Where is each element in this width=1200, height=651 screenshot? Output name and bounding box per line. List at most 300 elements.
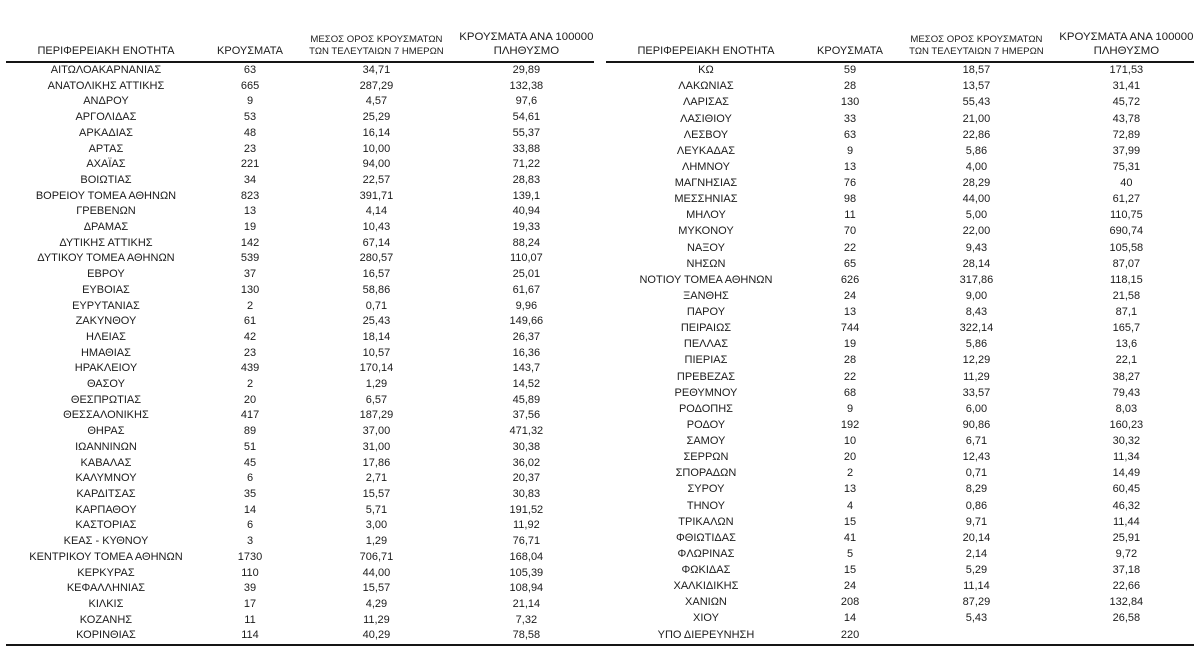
cases-cell: 42 (243, 330, 257, 343)
per100k-cell: 87,1 (1115, 306, 1138, 319)
cases-cell: 9 (846, 402, 854, 415)
table-row (606, 128, 1194, 144)
region-name-cell: ΑΙΤΩΛΟΑΚΑΡΝΑΝΙΑΣ (50, 64, 162, 76)
per100k-cell: 55,37 (512, 126, 541, 139)
avg7-cell: 22,00 (962, 225, 991, 238)
per100k-cell: 25,91 (1112, 531, 1141, 544)
region-name-cell: ΑΝΔΡΟΥ (83, 95, 129, 108)
region-name-cell: ΚΩ (698, 64, 714, 77)
avg7-cell: 4,57 (365, 95, 388, 108)
cases-cell: 417 (240, 409, 260, 422)
cases-cell: 53 (243, 111, 257, 124)
region-name-cell: ΒΟΙΩΤΙΑΣ (80, 173, 132, 186)
region-name-cell: ΣΕΡΡΩΝ (683, 451, 729, 464)
per100k-cell: 71,22 (512, 158, 541, 171)
col-header-per100k (459, 0, 594, 62)
avg7-cell: 3,00 (365, 519, 388, 532)
region-name-cell: ΑΝΑΤΟΛΙΚΗΣ ΑΤΤΙΚΗΣ (47, 79, 165, 92)
table-row (6, 597, 594, 613)
cases-cell: 9 (246, 95, 254, 108)
per100k-cell: 30,32 (1112, 435, 1141, 448)
avg7-cell: 0,86 (965, 499, 988, 512)
avg7-cell: 280,57 (359, 252, 394, 265)
per100k-cell: 13,6 (1115, 338, 1138, 351)
table-row (606, 321, 1194, 337)
avg7-cell: 5,71 (365, 503, 388, 516)
avg7-cell: 58,86 (362, 283, 391, 296)
table-row (6, 267, 594, 283)
cases-cell: 665 (240, 79, 260, 92)
table-row (6, 299, 594, 315)
per100k-cell: 110,75 (1109, 209, 1143, 222)
avg7-cell: 22,57 (362, 173, 391, 186)
per100k-cell: 37,56 (512, 409, 541, 422)
table-row (606, 240, 1194, 256)
avg7-cell: 12,29 (962, 354, 991, 367)
cases-cell: 2 (846, 467, 854, 480)
table-row (606, 160, 1194, 176)
region-name-cell: ΜΥΚΟΝΟΥ (678, 225, 734, 238)
region-name-cell: ΡΟΔΟΠΗΣ (678, 402, 733, 415)
per100k-cell: 11,92 (513, 519, 540, 532)
cases-cell: 89 (243, 425, 257, 438)
cases-cell: 33 (843, 112, 857, 125)
col-header-region: ΠΕΡΙΦΕΡΕΙΑΚΗ ΕΝΟΤΗΤΑ (6, 0, 206, 62)
table-row (6, 251, 594, 267)
region-name-cell: ΕΥΒΟΙΑΣ (82, 283, 130, 296)
per100k-cell: 118,15 (1109, 273, 1143, 286)
per100k-cell: 29,89 (512, 64, 541, 76)
avg7-cell: 0,71 (365, 299, 388, 312)
table-row (6, 314, 594, 330)
avg7-cell: 2,14 (965, 547, 988, 560)
table-row (6, 628, 594, 644)
table-row (606, 111, 1194, 127)
cases-cell: 48 (243, 126, 257, 139)
avg7-cell: 11,29 (963, 370, 990, 383)
table-row (6, 189, 594, 205)
cases-cell: 3 (246, 535, 254, 548)
table-row (606, 289, 1194, 305)
avg7-cell: 5,86 (965, 144, 988, 157)
table-row (606, 450, 1194, 466)
avg7-cell: 28,14 (962, 257, 991, 270)
cases-cell: 13 (843, 483, 857, 496)
per100k-cell: 40 (1120, 177, 1133, 190)
region-name-cell: ΕΥΡΥΤΑΝΙΑΣ (72, 299, 140, 312)
region-name-cell: ΛΑΚΩΝΙΑΣ (678, 80, 734, 93)
cases-cell: 51 (243, 440, 257, 453)
col-header-avg7-line2: ΤΩΝ ΤΕΛΕΥΤΑΙΩΝ 7 ΗΜΕΡΩΝ (909, 46, 1044, 57)
avg7-cell: 67,14 (362, 236, 391, 249)
region-name-cell: ΛΑΣΙΘΙΟΥ (680, 112, 732, 125)
table-row (6, 361, 594, 377)
cases-cell: 28 (843, 80, 857, 93)
cases-cell: 6 (246, 519, 254, 532)
table-row (606, 627, 1194, 644)
region-name-cell: ΣΑΜΟΥ (686, 435, 726, 448)
per100k-cell: 22,1 (1115, 354, 1138, 367)
table-row (6, 62, 594, 79)
cases-cell: 626 (840, 273, 860, 286)
table-row (6, 79, 594, 95)
table-row (606, 273, 1194, 289)
avg7-cell: 11,29 (363, 613, 390, 626)
region-name-cell: ΑΡΓΟΛΙΔΑΣ (75, 111, 137, 124)
col-header-per100k-line1: ΚΡΟΥΣΜΑΤΑ ΑΝΑ 100000 (459, 31, 594, 43)
table-row (606, 402, 1194, 418)
region-name-cell: ΘΕΣΣΑΛΟΝΙΚΗΣ (63, 409, 149, 422)
region-name-cell: ΔΥΤΙΚΟΥ ΤΟΜΕΑ ΑΘΗΝΩΝ (37, 252, 175, 265)
region-name-cell: ΠΕΙΡΑΙΩΣ (680, 322, 732, 335)
table-row (606, 337, 1194, 353)
region-name-cell: ΝΗΣΩΝ (686, 257, 726, 270)
avg7-cell: 11,14 (963, 580, 990, 593)
col-header-cases: ΚΡΟΥΣΜΑΤΑ (206, 0, 294, 62)
cases-cell: 61 (243, 315, 257, 328)
table-row (606, 208, 1194, 224)
cases-cell: 17 (243, 597, 257, 610)
avg7-cell: 55,43 (962, 96, 991, 109)
table-row (606, 369, 1194, 385)
table-row (6, 613, 594, 629)
table-row (606, 515, 1194, 531)
cases-cell: 13 (843, 306, 857, 319)
region-name-cell: ΡΕΘΥΜΝΟΥ (674, 386, 738, 399)
per100k-cell: 37,18 (1112, 564, 1141, 577)
table-row (606, 79, 1194, 95)
cases-cell: 11 (244, 613, 256, 626)
per100k-cell: 191,52 (509, 503, 544, 516)
avg7-cell (894, 627, 1059, 644)
per100k-cell: 46,32 (1112, 499, 1141, 512)
region-name-cell: ΣΥΡΟΥ (687, 483, 725, 496)
avg7-cell: 6,57 (365, 393, 388, 406)
region-name-cell: ΦΛΩΡΙΝΑΣ (677, 547, 735, 560)
cases-cell: 10 (843, 435, 857, 448)
region-name-cell: ΚΑΛΥΜΝΟΥ (75, 472, 137, 485)
table-row (6, 220, 594, 236)
table-row (606, 531, 1194, 547)
cases-cell: 68 (843, 386, 857, 399)
avg7-cell: 9,43 (965, 241, 988, 254)
cases-cell: 208 (840, 596, 860, 609)
avg7-cell: 9,00 (965, 289, 988, 302)
cases-cell: 41 (843, 531, 857, 544)
avg7-cell: 8,43 (965, 306, 988, 319)
region-name-cell: ΚΕΝΤΡΙΚΟΥ ΤΟΜΕΑ ΑΘΗΝΩΝ (29, 550, 183, 563)
cases-cell: 11 (844, 209, 856, 222)
per100k-cell: 14,52 (512, 378, 541, 391)
per100k-cell: 87,07 (1112, 257, 1141, 270)
cases-cell: 6 (246, 472, 254, 485)
avg7-cell: 34,71 (362, 64, 391, 76)
cases-cell: 9 (846, 144, 854, 157)
right-table-header (606, 0, 1194, 62)
table-row (606, 192, 1194, 208)
avg7-cell: 15,57 (362, 582, 391, 595)
col-header-cases: ΚΡΟΥΣΜΑΤΑ (806, 0, 894, 62)
table-row (6, 471, 594, 487)
region-name-cell: ΗΡΑΚΛΕΙΟΥ (74, 362, 138, 375)
region-name-cell: ΕΒΡΟΥ (87, 268, 125, 281)
avg7-cell: 44,00 (362, 566, 391, 579)
per100k-cell: 14,49 (1112, 467, 1141, 480)
avg7-cell: 1,29 (365, 535, 388, 548)
region-name-cell: ΚΟΡΙΝΘΙΑΣ (76, 629, 136, 642)
table-row (6, 393, 594, 409)
cases-cell: 14 (243, 503, 257, 516)
cases-cell: 20 (843, 451, 857, 464)
table-row (606, 579, 1194, 595)
per100k-cell: 38,27 (1112, 370, 1141, 383)
per100k-cell (1059, 627, 1194, 644)
table-row (606, 62, 1194, 79)
region-name-cell: ΞΑΝΘΗΣ (683, 289, 729, 302)
avg7-cell: 5,43 (965, 612, 988, 625)
avg7-cell: 25,43 (362, 315, 391, 328)
region-name-cell: ΚΕΡΚΥΡΑΣ (77, 566, 135, 579)
avg7-cell: 44,00 (962, 193, 991, 206)
per100k-cell: 78,58 (512, 629, 541, 642)
cases-cell: 63 (243, 64, 257, 76)
cases-cell: 744 (840, 322, 860, 335)
region-name-cell: ΗΜΑΘΙΑΣ (80, 346, 131, 359)
per100k-cell: 7,32 (515, 613, 538, 626)
avg7-cell: 9,71 (965, 515, 988, 528)
per100k-cell: 33,88 (512, 142, 541, 155)
region-name-cell: ΝΟΤΙΟΥ ΤΟΜΕΑ ΑΘΗΝΩΝ (639, 273, 773, 286)
cases-cell: 2 (246, 299, 254, 312)
per100k-cell: 690,74 (1109, 225, 1144, 238)
per100k-cell: 97,6 (515, 95, 538, 108)
cases-cell: 23 (243, 142, 257, 155)
cases-cell: 34 (243, 173, 257, 186)
col-header-avg7 (294, 0, 459, 62)
per100k-cell: 76,71 (512, 535, 541, 548)
table-row (6, 377, 594, 393)
region-name-cell: ΧΙΟΥ (692, 612, 719, 625)
region-name-cell: ΚΑΣΤΟΡΙΑΣ (75, 519, 137, 532)
region-name-cell: ΚΑΒΑΛΑΣ (80, 456, 132, 469)
cases-cell: 13 (243, 205, 257, 218)
avg7-cell: 187,29 (359, 409, 394, 422)
region-name-cell: ΠΑΡΟΥ (686, 306, 726, 319)
per100k-cell: 36,02 (512, 456, 541, 469)
header-row (606, 0, 1194, 62)
per100k-cell: 132,84 (1109, 596, 1144, 609)
cases-cell: 13 (843, 160, 857, 173)
avg7-cell: 94,00 (362, 158, 391, 171)
region-name-cell: ΛΑΡΙΣΑΣ (682, 96, 729, 109)
per100k-cell: 40,94 (512, 205, 541, 218)
col-header-per100k-line2: ΠΛΗΘΥΣΜΟ (493, 45, 560, 57)
region-name-cell: ΚΑΡΔΙΤΣΑΣ (76, 487, 136, 500)
table-row (606, 498, 1194, 514)
cases-cell: 221 (240, 158, 260, 171)
cases-cell: 98 (843, 193, 857, 206)
per100k-cell: 11,44 (1113, 515, 1140, 528)
per100k-cell: 31,41 (1112, 80, 1141, 93)
cases-cell: 70 (843, 225, 857, 238)
cases-cell: 823 (240, 189, 260, 202)
region-name-cell: ΑΡΤΑΣ (88, 142, 124, 155)
table-row (6, 581, 594, 597)
per100k-cell: 45,72 (1112, 96, 1141, 109)
region-name-cell: ΑΡΚΑΔΙΑΣ (79, 126, 133, 139)
table-row (6, 236, 594, 252)
per100k-cell: 61,67 (512, 283, 541, 296)
avg7-cell: 6,00 (965, 402, 988, 415)
cases-cell: 37 (243, 268, 257, 281)
per100k-cell: 30,83 (512, 487, 541, 500)
cases-cell: 59 (843, 64, 857, 77)
avg7-cell: 18,57 (962, 64, 991, 77)
table-row (6, 157, 594, 173)
avg7-cell: 4,14 (365, 205, 388, 218)
per100k-cell: 139,1 (512, 189, 541, 202)
region-name-cell: ΔΥΤΙΚΗΣ ΑΤΤΙΚΗΣ (59, 236, 153, 249)
table-row (6, 408, 594, 424)
left-table-header (6, 0, 594, 62)
per100k-cell: 165,7 (1112, 322, 1141, 335)
avg7-cell: 170,14 (359, 362, 394, 375)
avg7-cell: 317,86 (959, 273, 994, 286)
region-name-cell: ΥΠΟ ΔΙΕΡΕΥΝΗΣΗ (657, 628, 755, 641)
cases-cell: 110 (241, 566, 259, 579)
cases-cell: 14 (843, 612, 857, 625)
cases-cell: 2 (246, 378, 254, 391)
per100k-cell: 110,07 (509, 252, 543, 265)
table-row (606, 353, 1194, 369)
table-row (6, 440, 594, 456)
table-row (606, 595, 1194, 611)
per100k-cell: 9,72 (1115, 547, 1138, 560)
per100k-cell: 26,37 (512, 330, 541, 343)
region-name-cell: ΚΑΡΠΑΘΟΥ (75, 503, 137, 516)
per100k-cell: 75,31 (1112, 160, 1141, 173)
per100k-cell: 79,43 (1112, 386, 1141, 399)
region-name-cell: ΘΑΣΟΥ (86, 378, 125, 391)
region-name-cell: ΚΙΛΚΙΣ (88, 597, 124, 610)
avg7-cell: 25,29 (362, 111, 391, 124)
per100k-cell: 160,23 (1109, 418, 1144, 431)
table-row (6, 518, 594, 534)
cases-cell: 192 (840, 418, 860, 431)
avg7-cell: 6,71 (965, 435, 988, 448)
table-row (606, 386, 1194, 402)
avg7-cell: 0,71 (965, 467, 988, 480)
regional-cases-report (6, 0, 1194, 646)
per100k-cell: 19,33 (512, 221, 541, 234)
cases-cell: 142 (240, 236, 260, 249)
table-row (6, 94, 594, 110)
region-name-cell: ΜΑΓΝΗΣΙΑΣ (674, 177, 738, 190)
avg7-cell: 1,29 (365, 378, 388, 391)
region-name-cell: ΙΩΑΝΝΙΝΩΝ (75, 440, 137, 453)
per100k-cell: 20,37 (512, 472, 541, 485)
region-name-cell: ΗΛΕΙΑΣ (86, 330, 126, 343)
cases-cell: 65 (843, 257, 857, 270)
region-name-cell: ΛΗΜΝΟΥ (681, 160, 730, 173)
cases-cell: 28 (843, 354, 857, 367)
per100k-cell: 105,58 (1109, 241, 1144, 254)
col-header-avg7-line1: ΜΕΣΟΣ ΟΡΟΣ ΚΡΟΥΣΜΑΤΩΝ (910, 34, 1043, 45)
table-row (6, 566, 594, 582)
region-name-cell: ΡΟΔΟΥ (686, 418, 726, 431)
col-header-region: ΠΕΡΙΦΕΡΕΙΑΚΗ ΕΝΟΤΗΤΑ (606, 0, 806, 62)
avg7-cell: 20,14 (962, 531, 991, 544)
per100k-cell: 88,24 (512, 236, 541, 249)
cases-cell: 15 (843, 564, 857, 577)
cases-table-right (606, 0, 1194, 644)
region-name-cell: ΚΟΖΑΝΗΣ (79, 613, 133, 626)
avg7-cell: 18,14 (362, 330, 391, 343)
col-header-avg7-line2: ΤΩΝ ΤΕΛΕΥΤΑΙΩΝ 7 ΗΜΕΡΩΝ (309, 46, 444, 57)
region-name-cell: ΛΕΥΚΑΔΑΣ (676, 144, 736, 157)
region-name-cell: ΦΩΚΙΔΑΣ (681, 564, 731, 577)
avg7-cell: 391,71 (359, 189, 394, 202)
avg7-cell: 90,86 (962, 418, 991, 431)
per100k-cell: 43,78 (1112, 112, 1141, 125)
cases-cell: 539 (240, 252, 260, 265)
header-row (6, 0, 594, 62)
avg7-cell: 706,71 (359, 550, 394, 563)
col-header-per100k-line2: ΠΛΗΘΥΣΜΟ (1093, 45, 1160, 57)
avg7-cell: 322,14 (959, 322, 994, 335)
table-row (606, 547, 1194, 563)
per100k-cell: 30,38 (512, 440, 541, 453)
avg7-cell: 5,86 (965, 338, 988, 351)
cases-cell: 19 (843, 338, 857, 351)
table-row (6, 346, 594, 362)
col-header-avg7 (894, 0, 1059, 62)
table-row (606, 418, 1194, 434)
cases-cell: 1730 (237, 550, 263, 563)
per100k-cell: 132,38 (509, 79, 544, 92)
avg7-cell: 12,43 (962, 451, 991, 464)
cases-cell: 439 (240, 362, 260, 375)
per100k-cell: 22,66 (1112, 580, 1141, 593)
table-row (6, 534, 594, 550)
avg7-cell: 21,00 (962, 112, 991, 125)
table-row (606, 482, 1194, 498)
region-name-cell: ΣΠΟΡΑΔΩΝ (675, 467, 737, 480)
cases-cell: 24 (843, 289, 857, 302)
avg7-cell: 287,29 (359, 79, 394, 92)
per100k-cell: 45,89 (512, 393, 541, 406)
avg7-cell: 10,57 (362, 346, 391, 359)
cases-cell: 4 (846, 499, 854, 512)
table-row (6, 110, 594, 126)
avg7-cell: 33,57 (962, 386, 991, 399)
table-row (6, 330, 594, 346)
per100k-cell: 9,96 (515, 299, 538, 312)
region-name-cell: ΘΗΡΑΣ (87, 425, 125, 438)
avg7-cell: 87,29 (962, 596, 991, 609)
cases-cell: 22 (843, 241, 857, 254)
per100k-cell: 28,83 (512, 173, 541, 186)
per100k-cell: 16,36 (512, 346, 541, 359)
avg7-cell: 22,86 (962, 128, 991, 141)
avg7-cell: 2,71 (365, 472, 388, 485)
table-row (606, 224, 1194, 240)
cases-cell: 24 (843, 580, 857, 593)
avg7-cell: 8,29 (965, 483, 988, 496)
region-name-cell: ΦΘΙΩΤΙΔΑΣ (676, 531, 736, 544)
per100k-cell: 8,03 (1115, 402, 1138, 415)
per100k-cell: 21,58 (1112, 289, 1141, 302)
